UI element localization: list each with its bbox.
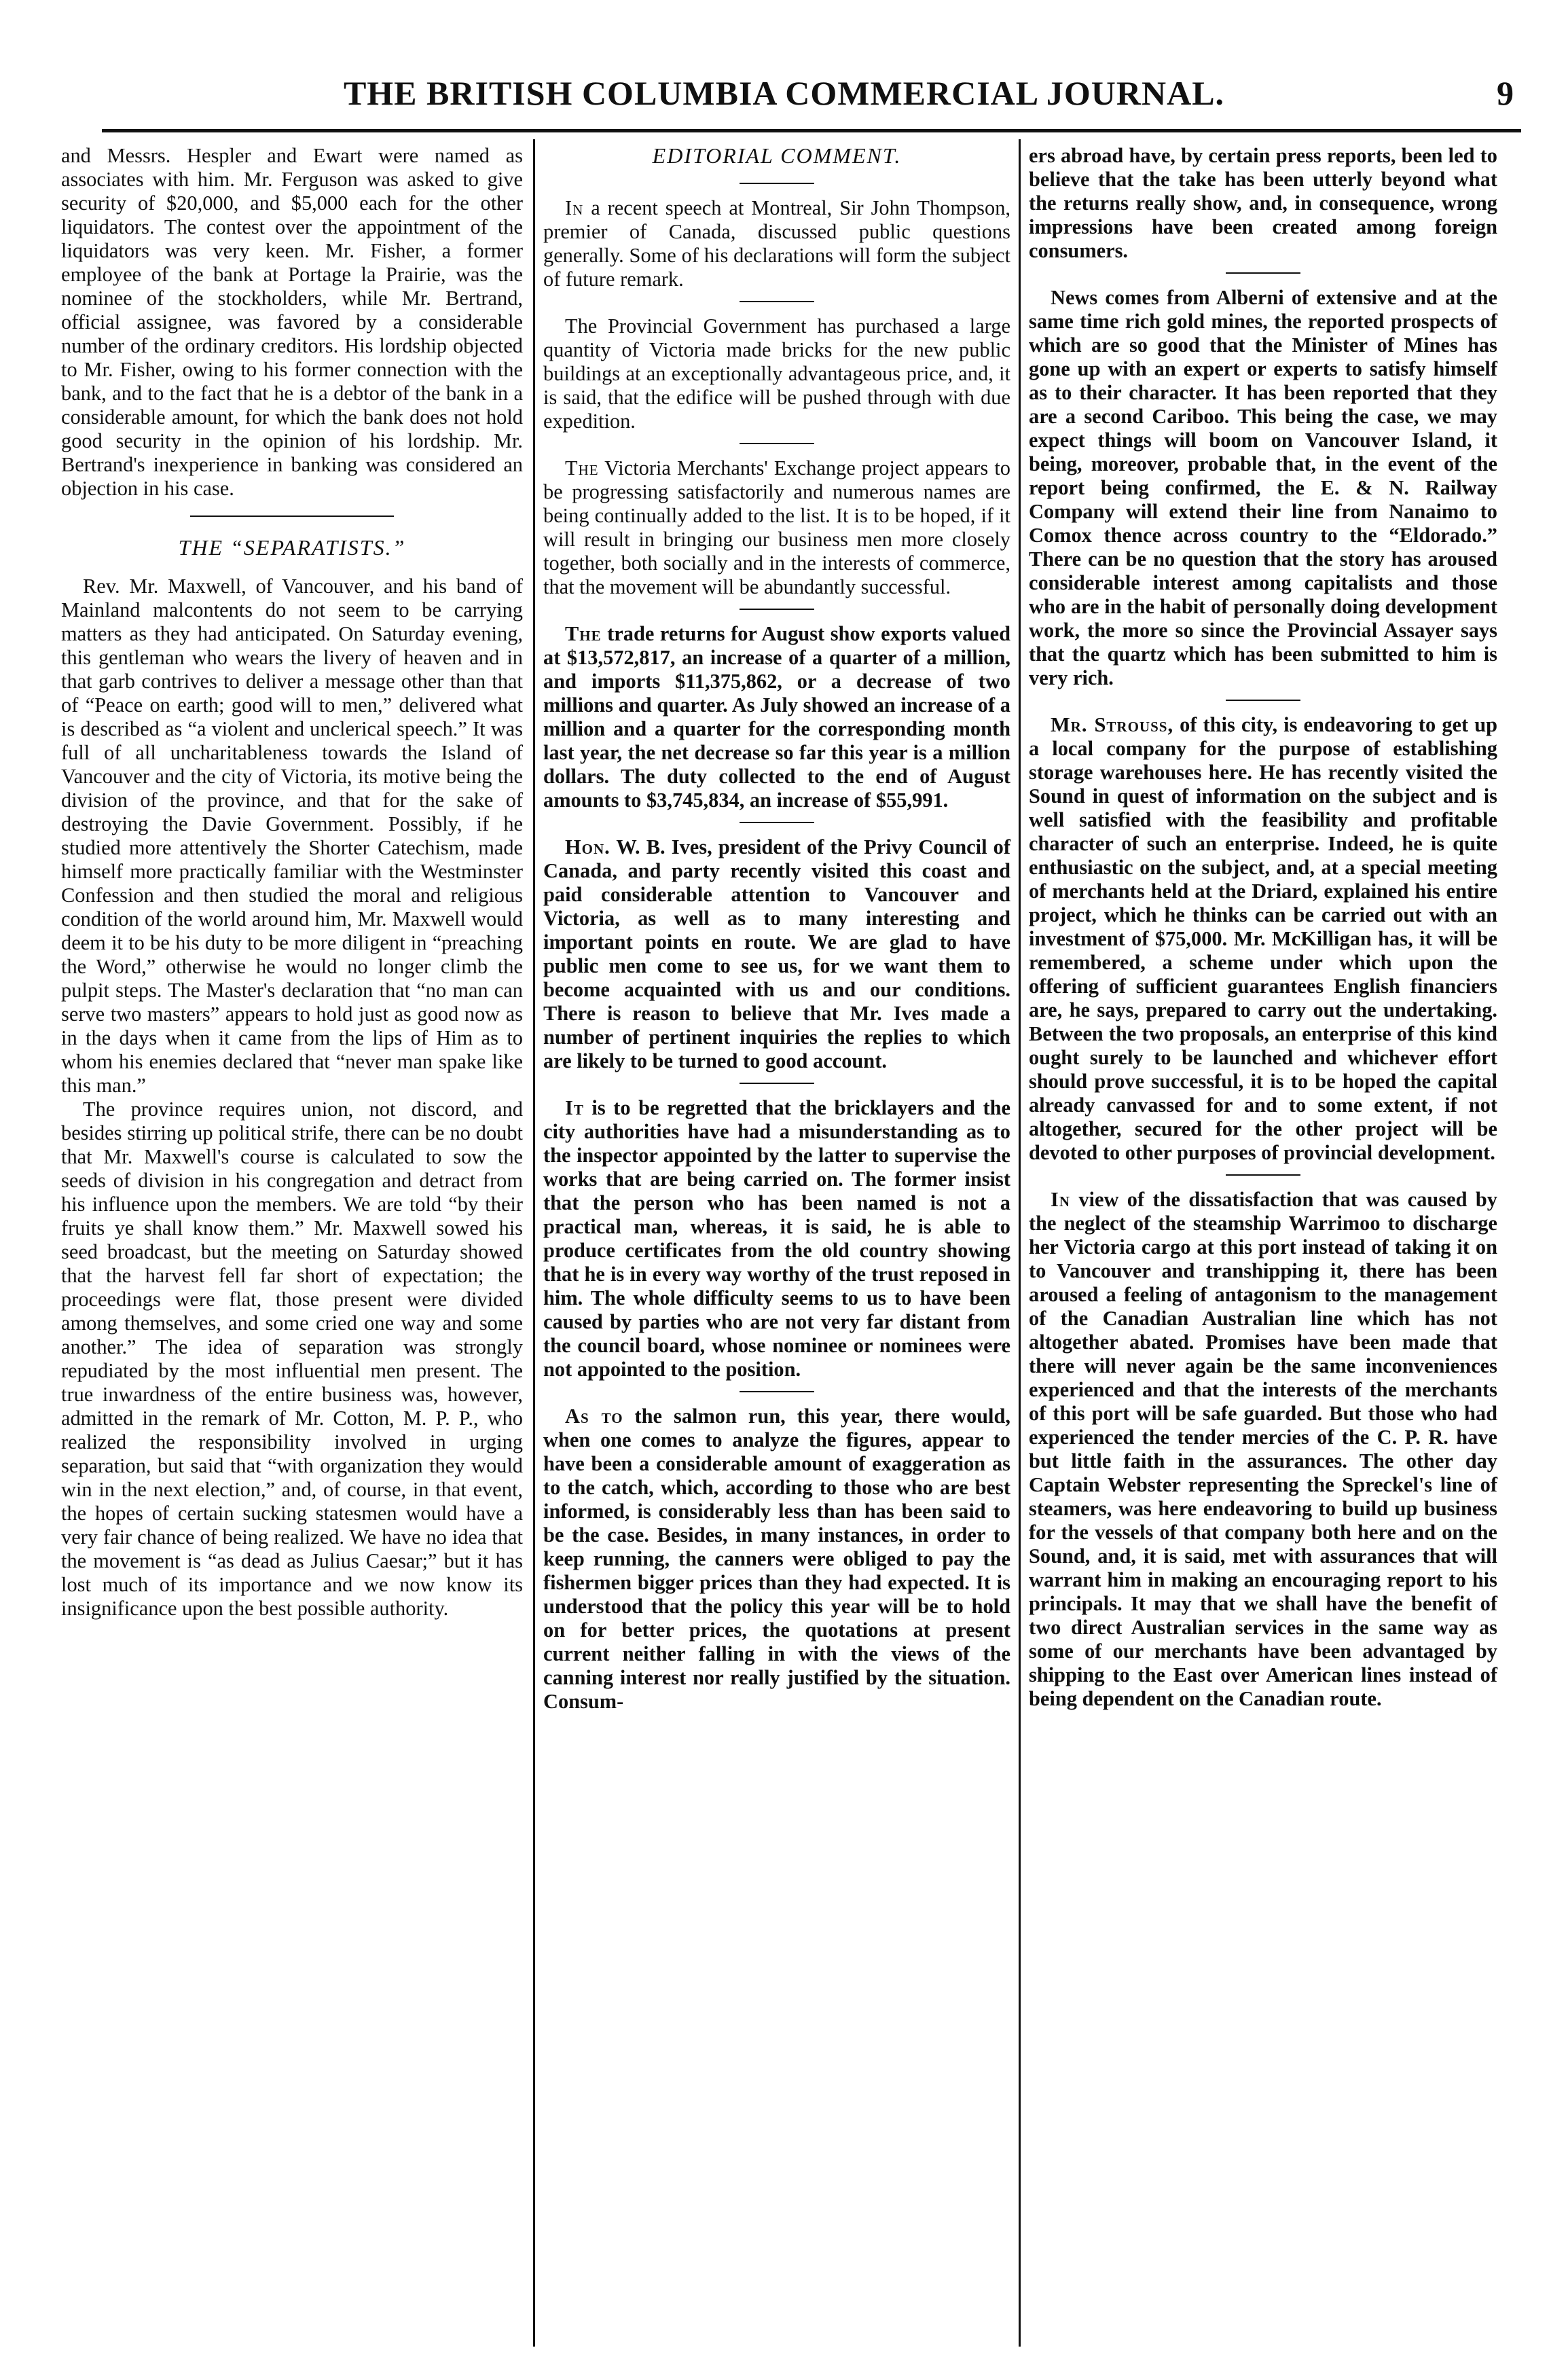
item-text: a recent speech at Montreal, Sir John Thompson, premier of Canada, discussed public questions generally. Some of his declarations will form the subject of future remark. xyxy=(543,196,1010,291)
item-lead: In xyxy=(1051,1188,1070,1211)
article-heading-separatists: THE “SEPARATISTS.” xyxy=(178,535,406,560)
masthead-rule xyxy=(102,129,1521,132)
page-number: 9 xyxy=(1497,74,1514,112)
item-text: is to be regretted that the bricklayers and the city authorities have had a misunderstanding as to the inspector appointed by the latter to supervise the works that are being carried on. The former insist that the person who has been named is not a practical man, whereas, it is said, he is able to produce certificates from the old country showing that he is in every way worthy of the trust reposed in him. The whole difficulty seems to us to have been caused by parties who are not very far distant from the council board, whose nominee or nominees were not appointed to the position. xyxy=(543,1096,1010,1381)
item-lead: The xyxy=(565,622,602,645)
editorial-item xyxy=(543,314,1010,433)
item-separator xyxy=(740,443,814,444)
item-separator xyxy=(1226,1174,1300,1176)
item-lead: In xyxy=(565,196,584,219)
item-separator xyxy=(740,1083,814,1084)
editorial-item xyxy=(1029,1188,1497,1711)
item-separator xyxy=(740,1391,814,1392)
section-separator xyxy=(190,516,394,517)
item-lead: The xyxy=(565,456,599,480)
item-text: of this city, is endeavoring to get up a local company for the purpose of establishing storage warehouses here. He has recently visited the Sound in quest of information on the subject and is well satisfied with the feasibility and profitable character of such an enterprise. Indeed, he is quite enthusiastic on the subject, and, at a special meeting of merchants held at the Driard, explained his entire project, which he thinks can be carried out with an investment of $75,000. Mr. McKilligan has, it will be remembered, a scheme under which upon the offering of sufficient guarantees English financiers are, he says, prepared to carry out the undertaking. Between the two proposals, an enterprise of this kind ought surely to be launched and whichever effort should prove successful, it is to be hoped the capital already canvassed for and to some extent, if not altogether, secured for the other project will be devoted to other purposes of provincial development. xyxy=(1029,713,1498,1164)
editorial-item xyxy=(543,456,1010,599)
editorial-item xyxy=(1029,144,1497,263)
editorial-item xyxy=(543,835,1010,1073)
item-text: News comes from Alberni of extensive and at the same time rich gold mines, the reported prospects of which are so good that the Minister of Mines has gone up with an expert or experts to satisfy himself as to their character. It has been reported that they are a second Cariboo. This being the case, we may expect things will boom on Vancouver Island, it being, moreover, probable that, in the event of the report being confirmed, the E. & N. Railway Company will extend their line from Nanaimo to Comox thence across country to the “Eldorado.” There can be no question that the story has aroused considerable interest among capitalists and those who are in the habit of personally doing development work, the more so since the Provincial Assayer says that the quartz which has been submitted to him is very rich. xyxy=(1029,286,1497,689)
editorial-item xyxy=(1029,286,1497,690)
editorial-item xyxy=(543,1405,1010,1714)
item-text: W. B. Ives, president of the Privy Council of Canada, and party recently visited this coast and paid considerable attention to Vancouver and Victoria, as well as to many interesting and important points en route. We are glad to have public men come to see us, for we want them to become acquainted with us and our conditions. There is reason to believe that Mr. Ives made a number of pertinent inquiries the replies to which are likely to be turned to good account. xyxy=(543,835,1010,1072)
item-separator xyxy=(1226,700,1300,701)
editorial-item xyxy=(543,196,1010,291)
article-paragraph: Rev. Mr. Maxwell, of Vancouver, and his band of Mainland malcontents do not seem to be carrying matters as they had anticipated. On Saturday evening, this gentleman who wears the livery of heaven and in that garb contrives to deliver a message other than that of “Peace on earth; good will to men,” delivered what is described as “a violent and unclerical speech.” It was full of all uncharitableness towards the Island of Vancouver and the city of Victoria, its motive being the division of the province, and that for the sake of destroying the Davie Government. Possibly, if he studied more attentively the Shorter Catechism, made himself more practically familiar with the Westminster Confession and then studied the moral and religious condition of the world around him, Mr. Maxwell would deem it to be his duty to be more diligent in “preaching the Word,” otherwise he would no longer climb the pulpit steps. The Master's declaration that “no man can serve two masters” appears to hold just as good now as in the days when it came from the lips of Him as to whom his enemies declared that “never man spake like this man.” xyxy=(61,575,523,1097)
masthead xyxy=(0,73,1568,128)
column-3 xyxy=(1029,144,1497,1711)
item-lead: As to xyxy=(565,1405,623,1428)
item-lead: It xyxy=(565,1096,584,1119)
item-text: trade returns for August show exports valued at $13,572,817, an increase of a quarter of a million, and imports $11,375,862, or a decrease of two millions and quarter. As July showed an increase of a million and a quarter for the corresponding month last year, the net decrease so far this year is a million dollars. The duty collected to the end of August amounts to $3,745,834, an increase of $55,991. xyxy=(543,622,1010,812)
item-text: ers abroad have, by certain press reports, been led to believe that the take has been utterly beyond what the returns really show, and, in consequence, wrong impressions have been created among foreign consumers. xyxy=(1029,144,1497,262)
item-lead: Mr. Strouss, xyxy=(1051,713,1174,736)
column-divider-1 xyxy=(533,139,535,2347)
article-paragraph: and Messrs. Hespler and Ewart were named as associates with him. Mr. Ferguson was asked to give security of $20,000, and $5,000 each for the other liquidators. The contest over the appointment of the liquidators was very keen. Mr. Fisher, a former employee of the bank at Portage la Prairie, was the nominee of the stockholders, while Mr. Bertrand, official assignee, was favored by a considerable number of the ordinary creditors. His lordship objected to Mr. Fisher, owing to his former connection with the bank, and to the fact that he is a debtor of the bank in a considerable amount, for which the bank does not hold good security in the opinion of his lordship. Mr. Bertrand's inexperience in banking was considered an objection in his case. xyxy=(61,144,523,500)
item-text: Victoria Merchants' Exchange project appears to be progressing satisfactorily and numerous names are being continually added to the list. It is to be hoped, if it will result in bringing our business men more closely together, both socially and in the interests of commerce, that the movement will be abundantly successful. xyxy=(543,456,1010,598)
journal-title: THE BRITISH COLUMBIA COMMERCIAL JOURNAL. xyxy=(343,74,1225,112)
item-separator xyxy=(740,301,814,302)
item-text: The Provincial Government has purchased a large quantity of Victoria made bricks for the new public buildings at an exceptionally advantageous price, and, it is said, that the edifice will be pushed through with due expedition. xyxy=(543,314,1010,433)
item-text: view of the dissatisfaction that was caused by the neglect of the steamship Warrimoo to discharge her Victoria cargo at this port instead of taking it on to Vancouver and transhipping it, there has been aroused a feeling of antagonism to the management of the Canadian Australian line which has not altogether abated. Promises have been made that there will never again be the same inconveniences experienced and that the interests of the merchants of this port will be safe guarded. But those who had experienced the tender mercies of the C. P. R. have but little faith in the assurances. The other day Captain Webster representing the Spreckel's line of steamers, was here endeavoring to build up business for the vessels of that company both here and on the Sound, and, it is said, met with assurances that will warrant him in making an encouraging report to his principals. It may that we shall have the benefit of two direct Australian services in the same way as some of our merchants have been advantaged by shipping to the East over American lines instead of being dependent on the Canadian route. xyxy=(1029,1188,1497,1710)
item-separator xyxy=(740,609,814,610)
column-2 xyxy=(543,144,1010,1714)
editorial-item xyxy=(543,622,1010,812)
item-lead: Hon. xyxy=(565,835,610,858)
editorial-comment-heading: EDITORIAL COMMENT. xyxy=(652,143,902,168)
column-1 xyxy=(61,144,523,1621)
item-text: the salmon run, this year, there would, when one comes to analyze the figures, appear to have been a considerable amount of exaggeration as to the catch, which, according to those who are best informed, is considerably less than has been said to be the case. Besides, in many instances, in order to keep running, the canners were obliged to pay the fishermen bigger prices than they had expected. It is understood that the policy this year will be to hold on for better prices, the quotations at present current neither falling in with the views of the canning interest nor really justified by the situation. Consum- xyxy=(543,1405,1011,1713)
editorial-item xyxy=(1029,713,1497,1165)
heading-separator xyxy=(740,183,814,184)
article-paragraph: The province requires union, not discord, and besides stirring up political strife, there can be no doubt that Mr. Maxwell's course is calculated to sow the seeds of division in his congregation and detract from his influence upon the members. We are told “by their fruits ye shall know them.” Mr. Maxwell sowed his seed broadcast, but the meeting on Saturday showed that the harvest fell far short of expectation; the proceedings were flat, those present were divided among themselves, and some cried one way and some another.” The idea of separation was strongly repudiated by the most influential men present. The true inwardness of the entire business was, however, admitted in the remark of Mr. Cotton, M. P. P., who realized the responsibility involved in urging separation, but said that “with organization they would win in the next election,” and, of course, in that event, the hopes of certain sucking statesmen would have a very fair chance of being realized. We have no idea that the movement is “as dead as Julius Caesar;” but it has lost much of its importance and we now know its insignificance upon the best possible authority. xyxy=(61,1098,523,1620)
editorial-item xyxy=(543,1096,1010,1381)
item-separator xyxy=(1226,272,1300,274)
column-divider-2 xyxy=(1019,139,1021,2347)
item-separator xyxy=(740,822,814,823)
